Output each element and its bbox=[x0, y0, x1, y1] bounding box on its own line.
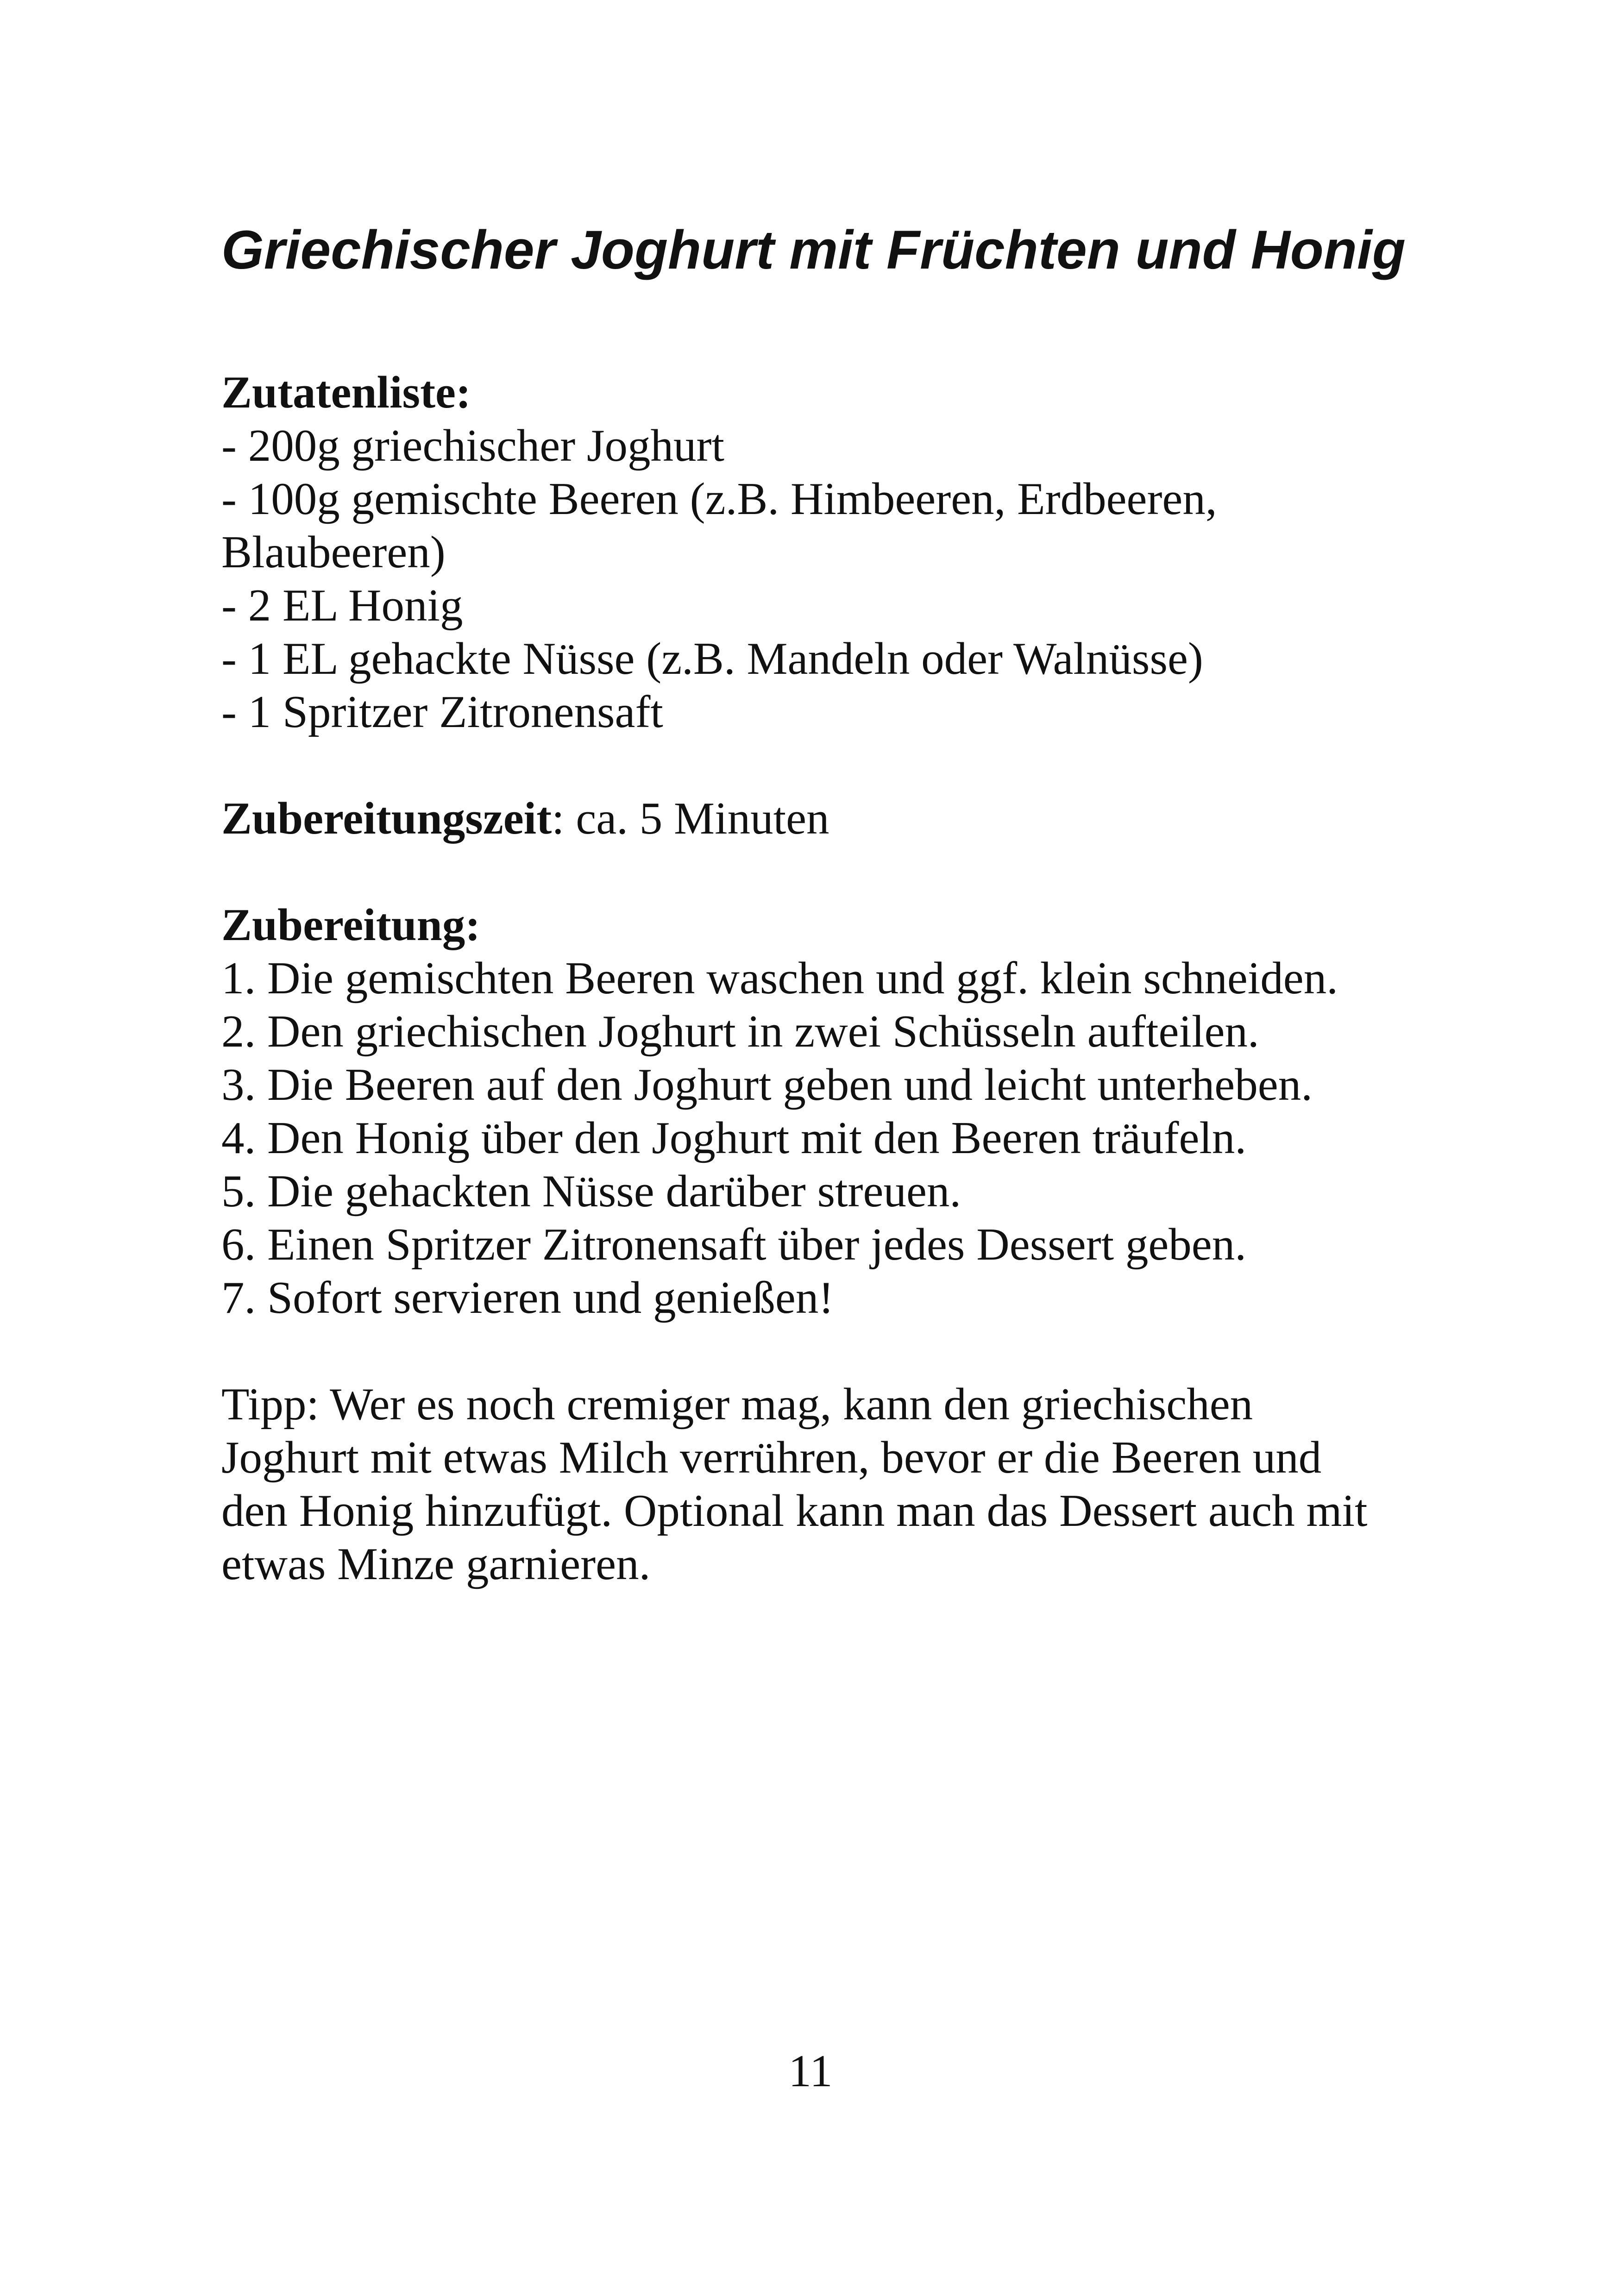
page-content bbox=[221, 218, 1407, 1591]
preparation-step: 7. Sofort servieren und genießen! bbox=[221, 1273, 834, 1323]
ingredients-heading: Zutatenliste: bbox=[221, 367, 471, 418]
preparation-heading: Zubereitung: bbox=[221, 900, 481, 950]
preparation-section bbox=[221, 898, 1407, 1324]
preparation-step: 3. Die Beeren auf den Joghurt geben und leicht unterheben. bbox=[221, 1060, 1313, 1110]
preparation-step: 1. Die gemischten Beeren waschen und ggf. klein schneiden. bbox=[221, 953, 1338, 1004]
ingredient-line: - 100g gemischte Beeren (z.B. Himbeeren, Erdbeeren, bbox=[221, 474, 1217, 524]
prep-time-line bbox=[221, 792, 1407, 845]
recipe-title: Griechischer Joghurt mit Früchten und Honig bbox=[221, 220, 1406, 281]
tip-line: Joghurt mit etwas Milch verrühren, bevor er die Beeren und bbox=[221, 1432, 1322, 1483]
tip-line: Tipp: Wer es noch cremiger mag, kann den griechischen bbox=[221, 1379, 1253, 1430]
page-number: 11 bbox=[788, 2046, 833, 2096]
ingredient-line: - 2 EL Honig bbox=[221, 580, 463, 631]
prep-time-label: Zubereitungszeit bbox=[221, 793, 552, 844]
ingredient-line: - 1 EL gehackte Nüsse (z.B. Mandeln oder Walnüsse) bbox=[221, 634, 1203, 684]
preparation-step: 4. Den Honig über den Joghurt mit den Beeren träufeln. bbox=[221, 1113, 1247, 1163]
tip-section bbox=[221, 1378, 1407, 1591]
ingredient-line: Blaubeeren) bbox=[221, 527, 446, 577]
tip-line: etwas Minze garnieren. bbox=[221, 1539, 651, 1589]
preparation-step: 5. Die gehackten Nüsse darüber streuen. bbox=[221, 1166, 961, 1217]
preparation-step: 6. Einen Spritzer Zitronensaft über jedes Dessert geben. bbox=[221, 1219, 1246, 1270]
ingredient-line: - 200g griechischer Joghurt bbox=[221, 420, 724, 471]
prep-time-section bbox=[221, 792, 1407, 845]
ingredient-line: - 1 Spritzer Zitronensaft bbox=[221, 687, 663, 737]
prep-time-value: : ca. 5 Minuten bbox=[552, 793, 829, 844]
ingredients-section bbox=[221, 366, 1407, 739]
tip-line: den Honig hinzufügt. Optional kann man das Dessert auch mit bbox=[221, 1486, 1368, 1536]
preparation-step: 2. Den griechischen Joghurt in zwei Schüsseln aufteilen. bbox=[221, 1006, 1259, 1057]
